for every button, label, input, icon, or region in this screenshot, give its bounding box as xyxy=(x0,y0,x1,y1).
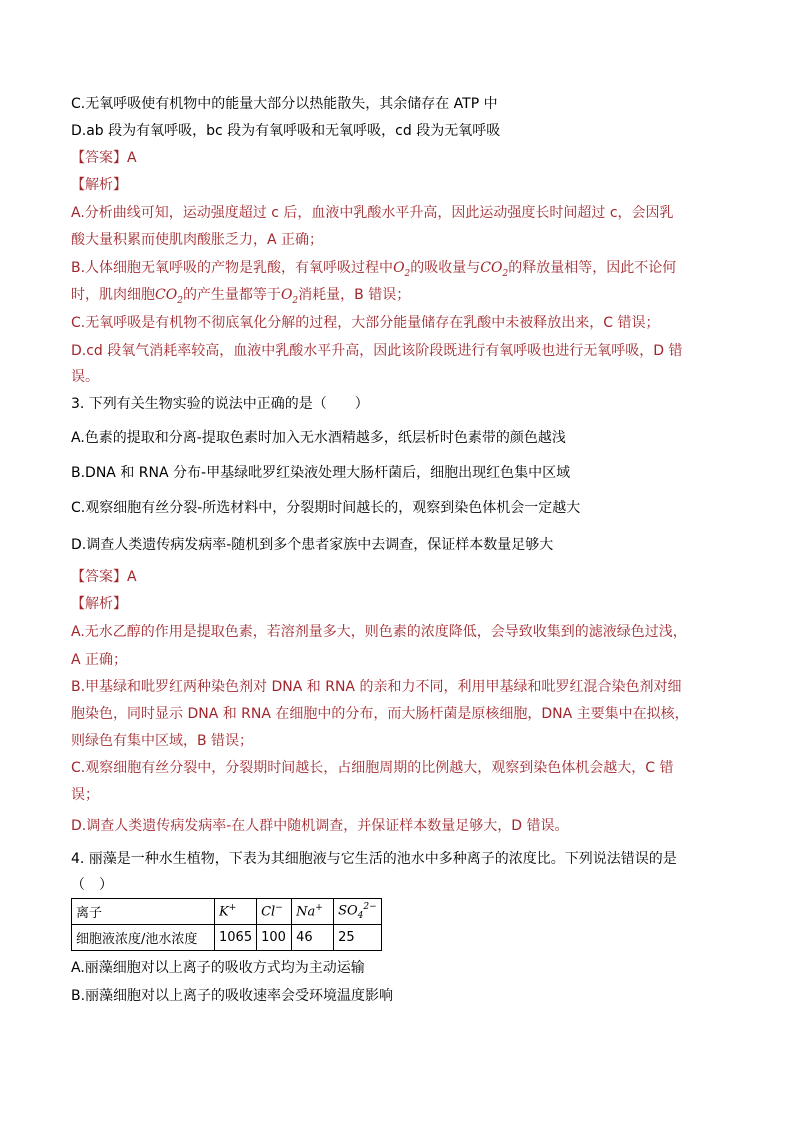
table-cell: 46 xyxy=(292,925,334,951)
ion-ratio-table xyxy=(71,898,382,951)
q3-analysis-b-line3: 则绿色有集中区域，B 错误； xyxy=(71,733,254,749)
q2-b-text: 时，肌肉细胞 xyxy=(71,287,155,303)
q3-option-d: D.调查人类遗传病发病率-随机到多个患者家族中去调查，保证样本数量足够大 xyxy=(71,537,554,553)
table-cell: 100 xyxy=(257,925,292,951)
q2-option-d: D.ab 段为有氧呼吸，bc 段为有氧呼吸和无氧呼吸，cd 段为无氧呼吸 xyxy=(71,123,501,139)
q4-stem-line1: 4. 丽藻是一种水生植物，下表为其细胞液与它生活的池水中多种离子的浓度比。下列说法错误的是 xyxy=(71,851,677,867)
co2-formula: $CO_2$ xyxy=(155,287,183,306)
q4-stem-line2: （ ） xyxy=(71,877,113,893)
q2-answer: 【答案】A xyxy=(71,150,137,166)
q2-analysis-d-line2: 误。 xyxy=(71,369,99,385)
q2-b-text: 消耗量，B 错误； xyxy=(298,287,411,303)
q2-analysis-b-line1 xyxy=(71,258,676,284)
table-header-row xyxy=(72,899,382,925)
q2-analysis-label: 【解析】 xyxy=(71,177,127,193)
q3-option-a: A.色素的提取和分离-提取色素时加入无水酒精越多，纸层析时色素带的颜色越浅 xyxy=(71,430,566,446)
q3-analysis-label: 【解析】 xyxy=(71,596,127,612)
ion-so4: $SO_4^{2-}$ xyxy=(334,899,382,925)
q2-analysis-b-line2 xyxy=(71,285,410,311)
o2-formula: $O_2$ xyxy=(393,260,411,279)
q3-option-c: C.观察细胞有丝分裂-所选材料中，分裂期时间越长的，观察到染色体机会一定越大 xyxy=(71,500,581,516)
q4-option-a: A.丽藻细胞对以上离子的吸收方式均为主动运输 xyxy=(71,960,365,976)
ion-cl: Cl− xyxy=(257,899,292,925)
q2-b-text: 的产生量都等于 xyxy=(182,287,281,303)
table-row-label: 细胞液浓度/池水浓度 xyxy=(72,925,215,951)
ion-na: Na+ xyxy=(292,899,334,925)
ion-k: K+ xyxy=(215,899,257,925)
q3-analysis-d: D.调查人类遗传病发病率-在人群中随机调查，并保证样本数量足够大，D 错误。 xyxy=(71,818,569,834)
table-cell: 25 xyxy=(334,925,382,951)
q2-analysis-c: C.无氧呼吸是有机物不彻底氧化分解的过程，大部分能量储存在乳酸中未被释放出来，C 错误； xyxy=(71,315,660,331)
q3-stem: 3. 下列有关生物实验的说法中正确的是（ ） xyxy=(71,396,369,412)
co2-formula: $CO_2$ xyxy=(480,260,509,279)
q2-analysis-a-line1: A.分析曲线可知，运动强度超过 c 后，血液中乳酸水平升高，因此运动强度长时间超过 c，会因乳 xyxy=(71,205,674,221)
q4-option-b: B.丽藻细胞对以上离子的吸收速率会受环境温度影响 xyxy=(71,988,394,1004)
o2-formula: $O_2$ xyxy=(280,287,299,306)
q3-analysis-a-line1: A.无水乙醇的作用是提取色素，若溶剂量多大，则色素的浓度降低，会导致收集到的滤液绿色过浅， xyxy=(71,624,687,640)
q3-option-b: B.DNA 和 RNA 分布-甲基绿吡罗红染液处理大肠杆菌后，细胞出现红色集中区域 xyxy=(71,465,571,481)
q3-analysis-b-line1: B.甲基绿和吡罗红两种染色剂对 DNA 和 RNA 的亲和力不同，利用甲基绿和吡罗红混合染色剂对细 xyxy=(71,679,682,695)
q3-analysis-c-line1: C.观察细胞有丝分裂中，分裂期时间越长，占细胞周期的比例越大，观察到染色体机会越大，C 错 xyxy=(71,760,674,776)
q3-analysis-c-line2: 误； xyxy=(71,787,99,803)
q2-analysis-a-line2: 酸大量积累而使肌肉酸胀乏力，A 正确； xyxy=(71,232,324,248)
table-cell: 1065 xyxy=(215,925,257,951)
table-header-label: 离子 xyxy=(72,899,215,925)
q2-b-text: B.人体细胞无氧呼吸的产物是乳酸，有氧呼吸过程中 xyxy=(71,260,394,276)
q2-b-text: 的释放量相等，因此不论何 xyxy=(508,260,677,276)
q2-option-c: C.无氧呼吸使有机物中的能量大部分以热能散失，其余储存在 ATP 中 xyxy=(71,96,498,112)
q2-analysis-d-line1: D.cd 段氧气消耗率较高，血液中乳酸水平升高，因此该阶段既进行有氧呼吸也进行无氧呼吸，D 错 xyxy=(71,343,683,359)
q3-analysis-a-line2: A 正确； xyxy=(71,652,128,668)
table-row xyxy=(72,925,382,951)
q2-b-text: 的吸收量与 xyxy=(410,260,481,276)
q3-analysis-b-line2: 胞染色，同时显示 DNA 和 RNA 在细胞中的分布，而大肠杆菌是原核细胞，DNA 主要集中在拟核， xyxy=(71,706,689,722)
q3-answer: 【答案】A xyxy=(71,569,137,585)
